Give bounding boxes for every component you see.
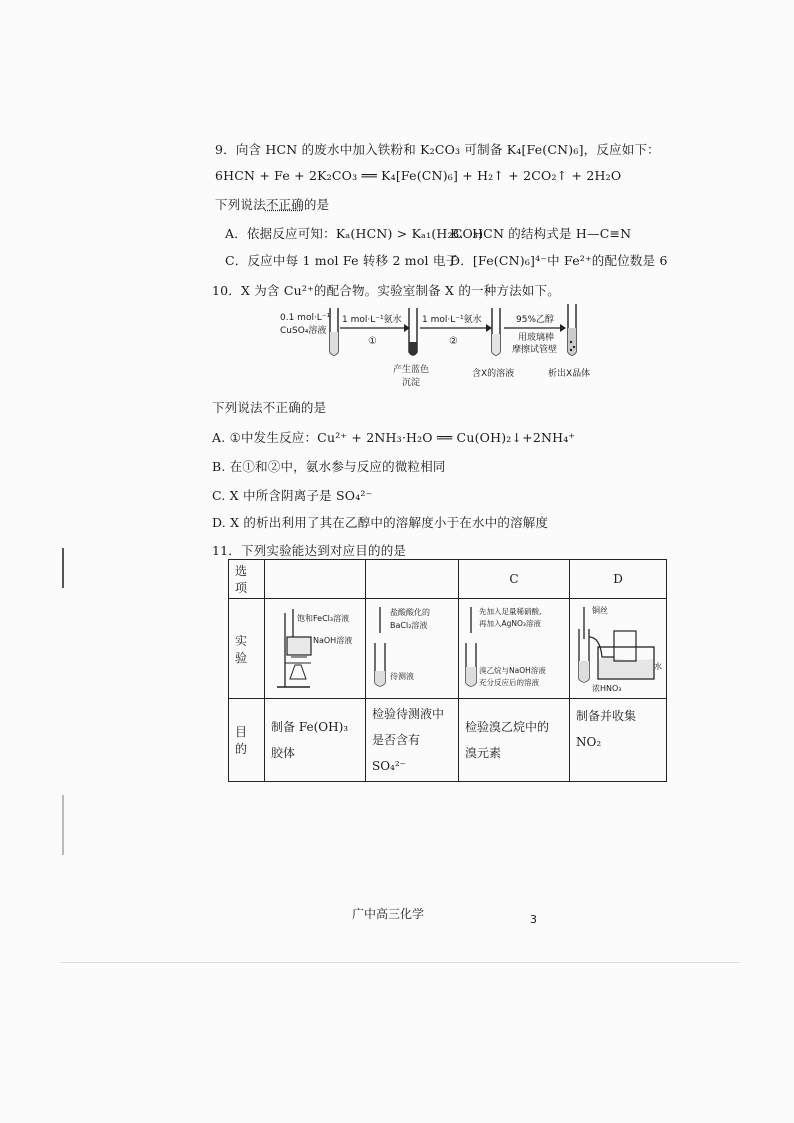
label-c-2: 再加入AgNO₃溶液 [479, 619, 541, 628]
page-footer: 广中高三化学 [352, 907, 425, 921]
goal-d [570, 699, 667, 782]
q9-option-b: B．HCN 的结构式是 H—C≡N [450, 226, 632, 241]
table-row-goal [229, 699, 667, 782]
q9-ask-pre: 下列说法 [215, 197, 266, 212]
goal-a [265, 699, 366, 782]
arrow-step-2 [420, 324, 492, 332]
goal-c [459, 699, 570, 782]
label-c-4: 充分反应后的溶液 [479, 678, 539, 687]
exp-cell-b [366, 599, 459, 699]
q10-ask: 下列说法不正确的是 [212, 400, 327, 415]
exp-cell-a [265, 599, 366, 699]
q9-stem: 9．向含 HCN 的废水中加入铁粉和 K₂CO₃ 可制备 K₄[Fe(CN)₆]，反应如下： [215, 142, 660, 157]
page-number: 3 [530, 913, 537, 926]
goal-b-line2: 是否含有 SO₄²⁻ [372, 733, 421, 773]
q10-option-a: A. ①中发生反应：Cu²⁺ + 2NH₃·H₂O ══ Cu(OH)₂↓+2NH₄⁺ [212, 430, 576, 445]
label-d-1: 铜丝 [592, 606, 608, 615]
q10-option-c: C. X 中所含阴离子是 SO₄²⁻ [212, 488, 373, 503]
q11-experiment-table [228, 559, 667, 782]
goal-b [366, 699, 459, 782]
scheme-reagent-3: 95%乙醇 [516, 315, 555, 325]
q10-stem: 10．X 为含 Cu²⁺的配合物。实验室制备 X 的一种方法如下。 [212, 283, 560, 298]
scan-edge-divider [60, 962, 740, 963]
scan-margin-mark [62, 795, 64, 855]
goal-a-line1: 制备 Fe(OH)₃ [271, 720, 349, 734]
arrow-step-1 [340, 324, 410, 332]
q9-ask-post: 的是 [303, 197, 330, 212]
q9-ask-mark: 不正确 [265, 197, 304, 212]
apparatus-b [366, 599, 458, 695]
q9-ask [215, 195, 329, 213]
test-tube-3 [492, 308, 500, 355]
apparatus-d [570, 599, 666, 695]
q9-option-c: C．反应中每 1 mol Fe 转移 2 mol 电子 [225, 253, 459, 268]
header-a [265, 560, 366, 599]
goal-a-line2: 胶体 [271, 746, 296, 760]
scheme-step-2: ② [449, 336, 458, 347]
row-label-goal: 目的 [229, 699, 265, 782]
label-d-2: 水 [654, 662, 662, 671]
label-c-3: 溴乙烷与NaOH溶液 [479, 666, 546, 675]
scan-margin-mark [62, 548, 64, 588]
q11-stem: 11．下列实验能达到对应目的的是 [212, 543, 407, 558]
scheme-step-1: ① [368, 336, 377, 347]
q10-option-d: D. X 的析出利用了其在乙醇中的溶解度小于在水中的溶解度 [212, 515, 549, 530]
goal-d-line1: 制备并收集 NO₂ [576, 709, 637, 749]
label-b-1: 盐酸酸化的 [390, 608, 430, 617]
header-option: 选项 [229, 560, 265, 599]
table-header-row [229, 560, 667, 599]
label-c-1: 先加入足量稀硝酸, [479, 607, 542, 616]
exp-cell-c [459, 599, 570, 699]
table-row-experiment [229, 599, 667, 699]
scheme-start-2: CuSO₄溶液 [280, 326, 327, 336]
header-c: C [459, 560, 570, 599]
goal-c-line2: 溴元素 [465, 746, 502, 760]
label-b-3: 待测液 [390, 672, 414, 681]
test-tube-1 [330, 308, 338, 355]
label-a-1: 饱和FeCl₃溶液 [297, 614, 350, 623]
q9-option-a: A．依据反应可知：Kₐ(HCN) > Kₐ₁(H₂CO₃) [225, 226, 484, 241]
scheme-product-2: 含X的溶液 [472, 369, 515, 379]
scheme-note-2: 摩擦试管壁 [512, 345, 558, 355]
scheme-product-3: 析出X晶体 [548, 369, 591, 379]
q9-equation: 6HCN + Fe + 2K₂CO₃ ══ K₄[Fe(CN)₆] + H₂↑ + 2CO₂↑ + 2H₂O [215, 168, 622, 183]
label-a-2: NaOH溶液 [313, 636, 353, 645]
label-d-3: 浓HNO₃ [592, 684, 622, 693]
scheme-note-1: 用玻璃棒 [518, 333, 555, 343]
apparatus-a [265, 599, 365, 695]
test-tube-2 [409, 308, 417, 355]
label-b-2: BaCl₂溶液 [390, 621, 428, 630]
arrow-step-3 [504, 324, 566, 332]
test-tube-4 [568, 304, 576, 355]
header-d: D [570, 560, 667, 599]
scheme-reagent-1: 1 mol·L⁻¹氨水 [342, 315, 402, 325]
goal-c-line1: 检验溴乙烷中的 [465, 720, 550, 734]
goal-b-line1: 检验待测液中 [372, 707, 445, 721]
apparatus-c [459, 599, 569, 695]
scheme-reagent-2: 1 mol·L⁻¹氨水 [422, 315, 482, 325]
exp-cell-d [570, 599, 667, 699]
header-b [366, 560, 459, 599]
scheme-start-1: 0.1 mol·L⁻¹ [280, 313, 331, 323]
scheme-product-1a: 产生蓝色 [393, 365, 430, 375]
row-label-experiment: 实验 [229, 599, 265, 699]
scheme-product-1b: 沉淀 [402, 378, 421, 388]
q10-scheme-diagram [272, 302, 602, 394]
q10-option-b: B. 在①和②中，氨水参与反应的微粒相同 [212, 459, 446, 474]
q9-option-d: D．[Fe(CN)₆]⁴⁻中 Fe²⁺的配位数是 6 [450, 253, 668, 268]
